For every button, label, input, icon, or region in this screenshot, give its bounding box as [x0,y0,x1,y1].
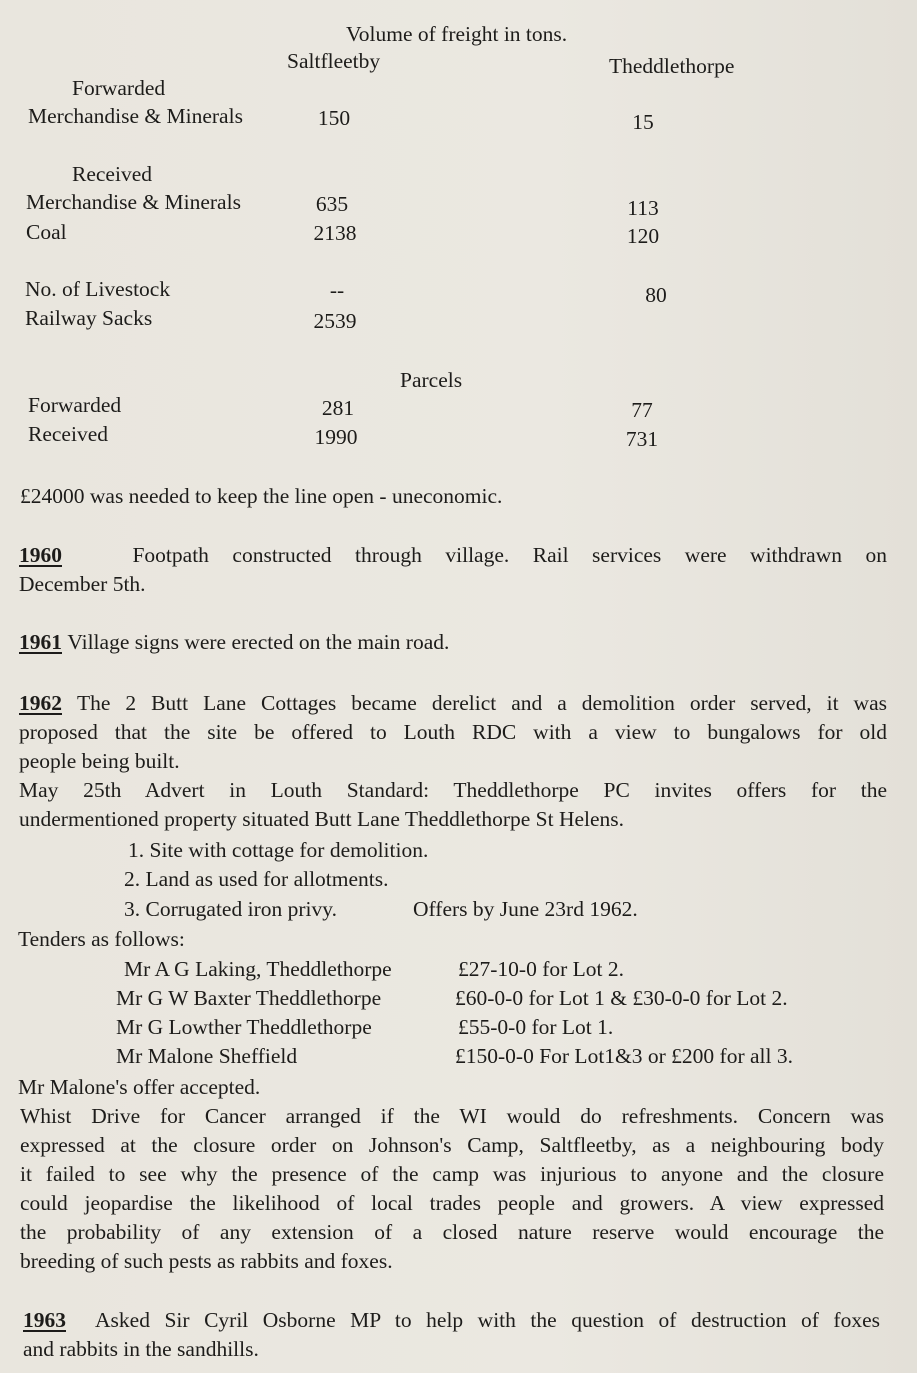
cell-theddlethorpe: 80 [645,283,667,307]
cell-saltfleetby: 281 [321,396,355,420]
paragraph-line: could jeopardise the likelihood of local trades people and growers. A view expressed [20,1191,884,1215]
lot-item: 3. Corrugated iron privy. [124,897,337,921]
entry-1961 [19,628,887,657]
tender-offer: £60-0-0 for Lot 1 & £30-0-0 for Lot 2. [455,986,788,1010]
section-heading-received: Received [72,162,152,186]
whist-drive-paragraph [20,1102,884,1276]
cell-theddlethorpe: 15 [632,110,654,134]
cell-theddlethorpe: 77 [631,398,653,422]
entry-1962-line [19,689,887,718]
row-label: Merchandise & Minerals [28,104,243,128]
tender-name: Mr A G Laking, Theddlethorpe [124,957,392,981]
tender-name: Mr G Lowther Theddlethorpe [116,1015,372,1039]
cell-theddlethorpe: 731 [625,427,659,451]
entry-1962-line: people being built. [19,749,180,773]
row-label: Railway Sacks [25,306,153,330]
parcels-title: Parcels [400,368,463,392]
cell-saltfleetby: -- [329,278,345,302]
cell-saltfleetby: 2539 [313,309,357,333]
entry-1960-text: Footpath constructed through village. Rail services were withdrawn on [132,543,887,567]
offers-deadline: Offers by June 23rd 1962. [413,897,638,921]
row-label: Received [28,422,108,446]
entry-1962-line: proposed that the site be offered to Louth RDC with a view to bungalows for old [19,720,887,744]
cell-saltfleetby: 635 [315,192,349,216]
tender-name: Mr G W Baxter Theddlethorpe [116,986,382,1010]
offer-accepted: Mr Malone's offer accepted. [18,1075,261,1099]
entry-1963 [23,1306,880,1364]
year-1960: 1960 [19,543,62,567]
uneconomic-note: £24000 was needed to keep the line open - uneconomic. [20,484,503,508]
cell-saltfleetby: 150 [317,106,351,130]
col-header-saltfleetby: Saltfleetby [287,49,381,73]
lot-item: 1. Site with cottage for demolition. [128,838,429,862]
cell-saltfleetby: 1990 [314,425,358,449]
row-label: Forwarded [28,393,122,417]
row-label: No. of Livestock [25,277,171,301]
paragraph-line: Whist Drive for Cancer arranged if the WI would do refreshments. Concern was [20,1104,884,1128]
cell-theddlethorpe: 113 [627,196,659,220]
entry-1962-line: May 25th Advert in Louth Standard: Theddlethorpe PC invites offers for the [19,778,887,802]
tender-offer: £55-0-0 for Lot 1. [458,1015,614,1039]
paragraph-line: breeding of such pests as rabbits and foxes. [20,1249,393,1273]
lot-item: 2. Land as used for allotments. [124,867,389,891]
tender-offer: £150-0-0 For Lot1&3 or £200 for all 3. [455,1044,793,1068]
entry-1960 [19,541,887,599]
paragraph-line: the probability of any extension of a closed nature reserve would encourage the [20,1220,884,1244]
entry-1962-line: undermentioned property situated Butt Lane Theddlethorpe St Helens. [19,807,625,831]
entry-1963-line [23,1306,880,1335]
section-heading-forwarded: Forwarded [72,76,166,100]
col-header-theddlethorpe: Theddlethorpe [609,54,735,78]
tender-offer: £27-10-0 for Lot 2. [458,957,624,981]
freight-table-title: Volume of freight in tons. [346,22,568,46]
cell-saltfleetby: 2138 [313,221,357,245]
paragraph-line: it failed to see why the presence of the camp was injurious to anyone and the closure [20,1162,884,1186]
entry-1961-text: Village signs were erected on the main road. [67,630,450,654]
entry-1960-line [19,541,887,570]
entry-1962 [19,689,887,834]
year-1962: 1962 [19,691,62,715]
row-label: Merchandise & Minerals [26,190,241,214]
year-1963: 1963 [23,1308,66,1332]
entry-1961-line [19,628,887,657]
tenders-heading: Tenders as follows: [18,927,185,951]
entry-1960-line: December 5th. [19,572,146,596]
cell-theddlethorpe: 120 [626,224,660,248]
paragraph-line: expressed at the closure order on Johnson's Camp, Saltfleetby, as a neighbouring body [20,1133,884,1157]
row-label: Coal [26,220,67,244]
entry-1963-line: and rabbits in the sandhills. [23,1337,259,1361]
entry-1963-text: Asked Sir Cyril Osborne MP to help with the question of destruction of foxes [95,1308,881,1332]
tender-name: Mr Malone Sheffield [116,1044,298,1068]
year-1961: 1961 [19,630,62,654]
entry-1962-text: The 2 Butt Lane Cottages became derelict and a demolition order served, it was [76,691,887,715]
